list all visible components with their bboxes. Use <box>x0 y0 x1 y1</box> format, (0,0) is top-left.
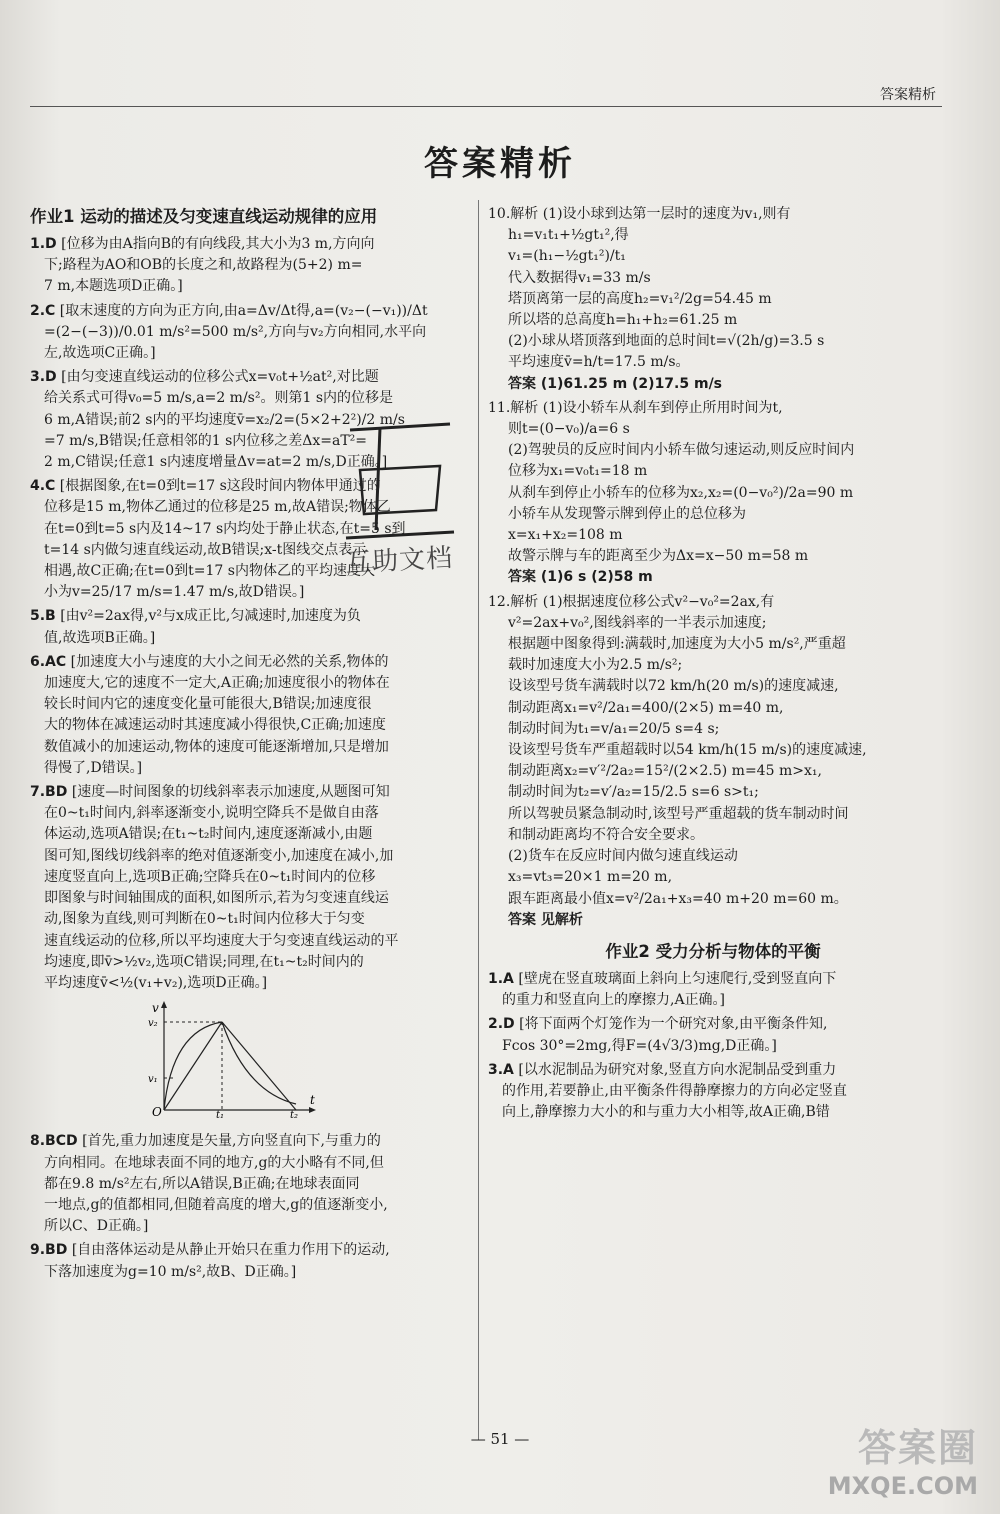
answer-item <box>30 652 470 779</box>
origin-label: O <box>152 1105 162 1120</box>
answer-line: 体运动,选项A错误;在t₁~t₂时间内,速度逐渐减小,由题 <box>44 826 373 843</box>
solution-line: 平均速度v̄=h/t=17.5 m/s。 <box>508 354 690 371</box>
answer-line: [将下面两个灯笼作为一个研究对象,由平衡条件知, <box>519 1016 828 1033</box>
answer-line: [由匀变速直线运动的位移公式x=v₀t+½at²,对比题 <box>61 369 379 386</box>
answer-line: 答案 (1)61.25 m (2)17.5 m/s <box>508 375 723 392</box>
answer-line: =(2−(−3))/0.01 m/s²=500 m/s²,方向与v₂方向相同,水平向 <box>44 323 427 340</box>
answer-line: 速直线运动的位移,所以平均速度大于匀变速直线运动的平 <box>44 932 399 949</box>
solution-line: 则t=(0−v₀)/a=6 s <box>508 421 630 438</box>
answer-line: [壁虎在竖直玻璃面上斜向上匀速爬行,受到竖直向下 <box>518 970 837 987</box>
answer-number: 5.B <box>30 608 56 625</box>
solution-line: 制动距离x₂=v′²/2a₂=15²/(2×2.5) m=45 m>x₁, <box>508 763 822 780</box>
solution-line: 故警示牌与车的距离至少为Δx=x−50 m=58 m <box>508 548 809 565</box>
answer-line: 加速度大,它的速度不一定大,A正确;加速度很小的物体在 <box>44 675 390 692</box>
answer-line: 答案 (1)6 s (2)58 m <box>508 569 653 586</box>
solution-line: 代入数据得v₁=33 m/s <box>508 269 651 286</box>
answer-line: 下落加速度为g=10 m/s²,故B、D正确。] <box>44 1263 297 1280</box>
answer-line: [取末速度的方向为正方向,由a=Δv/Δt得,a=(v₂−(−v₁))/Δt <box>59 302 428 319</box>
column-divider <box>478 200 479 1440</box>
solution-line: v²=2ax+v₀²,图线斜率的一半表示加速度; <box>508 614 767 631</box>
watermark <box>828 1417 978 1500</box>
velocity-time-figure <box>150 1000 470 1125</box>
answer-item <box>30 782 470 994</box>
answer-item <box>488 1014 938 1056</box>
solution-line: 位移为x₁=v₀t₁=18 m <box>508 463 648 480</box>
answer-line: [速度—时间图象的切线斜率表示加速度,从题图可知 <box>71 784 390 801</box>
answer-line: 大的物体在减速运动时其速度减小得很快,C正确;加速度 <box>44 717 386 734</box>
answer-item <box>30 234 470 298</box>
answer-line: [首先,重力加速度是矢量,方向竖直向下,与重力的 <box>82 1133 381 1150</box>
solution-line: (2)小球从塔顶落到地面的总时间t=√(2h/g)=3.5 s <box>508 333 825 350</box>
solution-line: 载时加速度大小为2.5 m/s²; <box>508 657 683 674</box>
answer-line: Fcos 30°=2mg,得F=(4√3/3)mg,D正确。] <box>502 1037 777 1054</box>
answer-line: 左,故选项C正确。] <box>44 345 156 362</box>
answer-item <box>488 1060 938 1124</box>
v-axis-arrow <box>161 1001 167 1008</box>
answer-item <box>30 301 470 365</box>
answer-line: [根据图象,在t=0到t=17 s这段时间内物体甲通过的 <box>59 478 381 495</box>
answer-line: 图可知,图线切线斜率的绝对值逐渐变小,加速度在减小,加 <box>44 847 394 864</box>
answer-line: 7 m,本题选项D正确。] <box>44 278 183 295</box>
answer-line: 的作用,若要静止,由平衡条件得静摩擦力的方向必定竖直 <box>502 1082 847 1099</box>
answer-line: [自由落体运动是从静止开始只在重力作用下的运动, <box>71 1242 390 1259</box>
solution-line: 制动时间为t₂=v′/a₂=15/2.5 s=6 s>t₁; <box>508 784 759 801</box>
solution-line: 所以塔的总高度h=h₁+h₂=61.25 m <box>508 312 738 329</box>
answer-line: 位移是15 m,物体乙通过的位移是25 m,故A错误;物体乙 <box>44 499 391 516</box>
answer-line: [位移为由A指向B的有向线段,其大小为3 m,方向向 <box>61 236 375 252</box>
solution-line: 跟车距离最小值x=v²/2a₁+x₃=40 m+20 m=60 m。 <box>508 890 848 907</box>
solution-line: 制动距离x₁=v²/2a₁=400/(2×5) m=40 m, <box>508 699 784 716</box>
solution-line: 12.解析 (1)根据速度位移公式v²−v₀²=2ax,有 <box>488 593 775 610</box>
answer-line: 在0~t₁时间内,斜率逐渐变小,说明空降兵不是做自由落 <box>44 805 379 822</box>
page-number: — 51 — <box>470 1430 530 1448</box>
answer-line: 速度竖直向上,选项B正确;空降兵在0~t₁时间内的位移 <box>44 868 376 885</box>
answer-line: 较长时间内它的速度变化量可能很大,B错误;加速度很 <box>44 696 372 713</box>
solution-line: v₁=(h₁−½gt₁²)/t₁ <box>508 248 626 265</box>
homework-1-heading: 作业1 运动的描述及匀变速直线运动规律的应用 <box>30 207 378 226</box>
answer-line: 下;路程为AO和OB的长度之和,故路程为(5+2) m= <box>44 257 363 274</box>
answer-number: 3.A <box>488 1061 514 1078</box>
solution-block-10 <box>488 204 938 395</box>
answer-line: 的重力和竖直向上的摩擦力,A正确。] <box>502 992 726 1009</box>
handwritten-stamp-text: 互助文档 <box>344 543 454 579</box>
answer-line: 平均速度v̄<½(v₁+v₂),选项D正确。] <box>44 974 268 991</box>
t1-label: t₁ <box>216 1110 225 1122</box>
answer-number: 4.C <box>30 478 56 495</box>
left-column <box>30 204 470 1286</box>
v1-label: v₁ <box>148 1074 158 1086</box>
t2-label: t₂ <box>290 1110 299 1122</box>
answer-line: 相遇,故C正确;在t=0到t=17 s内物体乙的平均速度大 <box>44 563 375 580</box>
answer-line: 即图象与时间轴围成的面积,如图所示,若为匀变速直线运 <box>44 890 389 907</box>
answer-line: [由v²=2ax得,v²与x成正比,匀减速时,加速度为负 <box>60 608 361 625</box>
answer-line: 动,图象为直线,则可判断在0~t₁时间内位移大于匀变 <box>44 911 365 928</box>
t-axis-arrow <box>309 1107 316 1113</box>
answer-item <box>30 1131 470 1237</box>
uniform-decel-line <box>222 1022 296 1110</box>
answer-line: 值,故选项B正确。] <box>44 629 156 646</box>
page-title: 答案精析 <box>424 144 576 184</box>
watermark-logo-text: 答案圈 <box>857 1426 978 1470</box>
answer-number: 2.C <box>30 302 56 319</box>
v-axis-label: v <box>152 1001 159 1016</box>
solution-line: 11.解析 (1)设小轿车从刹车到停止所用时间为t, <box>488 399 783 416</box>
answer-number: 2.D <box>488 1016 515 1033</box>
answer-line: 得慢了,D错误。] <box>44 759 143 776</box>
answer-number: 8.BCD <box>30 1133 78 1150</box>
solution-line: 10.解析 (1)设小球到达第一层时的速度为v₁,则有 <box>488 206 791 222</box>
answer-line: =7 m/s,B错误;任意相邻的1 s内位移之差Δx=aT²= <box>44 432 368 449</box>
answer-line: 一地点,g的值都相同,但随着高度的增大,g的值逐渐变小, <box>44 1196 388 1213</box>
header-rule <box>30 106 942 107</box>
solution-line: x₃=vt₃=20×1 m=20 m, <box>508 869 673 886</box>
answer-item <box>30 606 470 648</box>
solution-line: (2)驾驶员的反应时间内小轿车做匀速运动,则反应时间内 <box>508 442 855 459</box>
answer-number: 3.D <box>30 369 57 386</box>
solution-line: 塔顶离第一层的高度h₂=v₁²/2g=54.45 m <box>508 290 772 307</box>
answer-line: t=14 s内做匀速直线运动,故B错误;x-t图线交点表示 <box>44 541 367 558</box>
solution-line: 从刹车到停止小轿车的位移为x₂,x₂=(0−v₀²)/2a=90 m <box>508 484 854 501</box>
solution-line: 制动时间为t₁=v/a₁=20/5 s=4 s; <box>508 720 720 737</box>
answer-line: 向上,静摩擦力大小的和与重力大小相等,故A正确,B错 <box>502 1104 830 1121</box>
answer-number: 1.A <box>488 970 514 987</box>
answer-line: 6 m,A错误;前2 s内的平均速度v̄=x₂/2=(5×2+2²)/2 m/s <box>44 411 405 428</box>
answer-line: 答案 见解析 <box>508 911 583 928</box>
vt-graph <box>148 1000 320 1122</box>
answer-line: [以水泥制品为研究对象,竖直方向水泥制品受到重力 <box>518 1061 837 1078</box>
solution-line: 设该型号货车严重超载时以54 km/h(15 m/s)的速度减速, <box>508 742 867 759</box>
homework-2-heading: 作业2 受力分析与物体的平衡 <box>605 941 821 961</box>
right-column <box>488 204 938 1126</box>
answer-number: 6.AC <box>30 653 67 670</box>
solution-line: (2)货车在反应时间内做匀速直线运动 <box>508 848 738 865</box>
t-axis-label: t <box>310 1093 315 1108</box>
watermark-url: MXQE.COM <box>827 1472 978 1500</box>
running-head: 答案精析 <box>880 87 936 103</box>
solution-block-12 <box>488 592 938 931</box>
answer-item <box>488 969 938 1011</box>
solution-line: x=x₁+x₂=108 m <box>508 527 623 544</box>
answer-line: 数值减小的加速运动,物体的速度可能逐渐增加,只是增加 <box>44 738 389 755</box>
solution-line: 所以驾驶员紧急制动时,该型号严重超载的货车制动时间 <box>508 805 849 822</box>
answer-item <box>30 1240 470 1282</box>
v2-label: v₂ <box>148 1018 158 1030</box>
answer-line: 都在9.8 m/s²左右,所以A错误,B正确;在地球表面同 <box>44 1175 360 1192</box>
answer-line: 方向相同。在地球表面不同的地方,g的大小略有不同,但 <box>44 1154 384 1171</box>
solution-line: 设该型号货车满载时以72 km/h(20 m/s)的速度减速, <box>508 678 839 695</box>
answer-number: 9.BD <box>30 1242 68 1259</box>
solution-block-11 <box>488 398 938 589</box>
answer-line: 给关系式可得v₀=5 m/s,a=2 m/s²。则第1 s内的位移是 <box>44 390 394 407</box>
answer-line: 在t=0到t=5 s内及14~17 s内均处于静止状态,在t=5 s到 <box>44 520 406 537</box>
answer-line: 所以C、D正确。] <box>44 1218 149 1235</box>
answer-line: [加速度大小与速度的大小之间无必然的关系,物体的 <box>70 653 389 670</box>
answer-line: 小为v=25/17 m/s=1.47 m/s,故D错误。] <box>44 584 305 601</box>
solution-line: 和制动距离均不符合安全要求。 <box>508 826 704 843</box>
answer-number: 7.BD <box>30 784 68 801</box>
answer-line: 均速度,即v̄>½v₂,选项C错误;同理,在t₁~t₂时间内的 <box>44 953 364 970</box>
answer-line: 2 m,C错误;任意1 s内速度增量Δv=at=2 m/s,D正确。] <box>44 454 388 471</box>
answer-number: 1.D <box>30 236 57 252</box>
solution-line: 根据题中图象得到:满载时,加速度为大小5 m/s²,严重超 <box>508 636 846 653</box>
solution-line: h₁=v₁t₁+½gt₁²,得 <box>508 227 629 244</box>
solution-line: 小轿车从发现警示牌到停止的总位移为 <box>508 505 746 522</box>
